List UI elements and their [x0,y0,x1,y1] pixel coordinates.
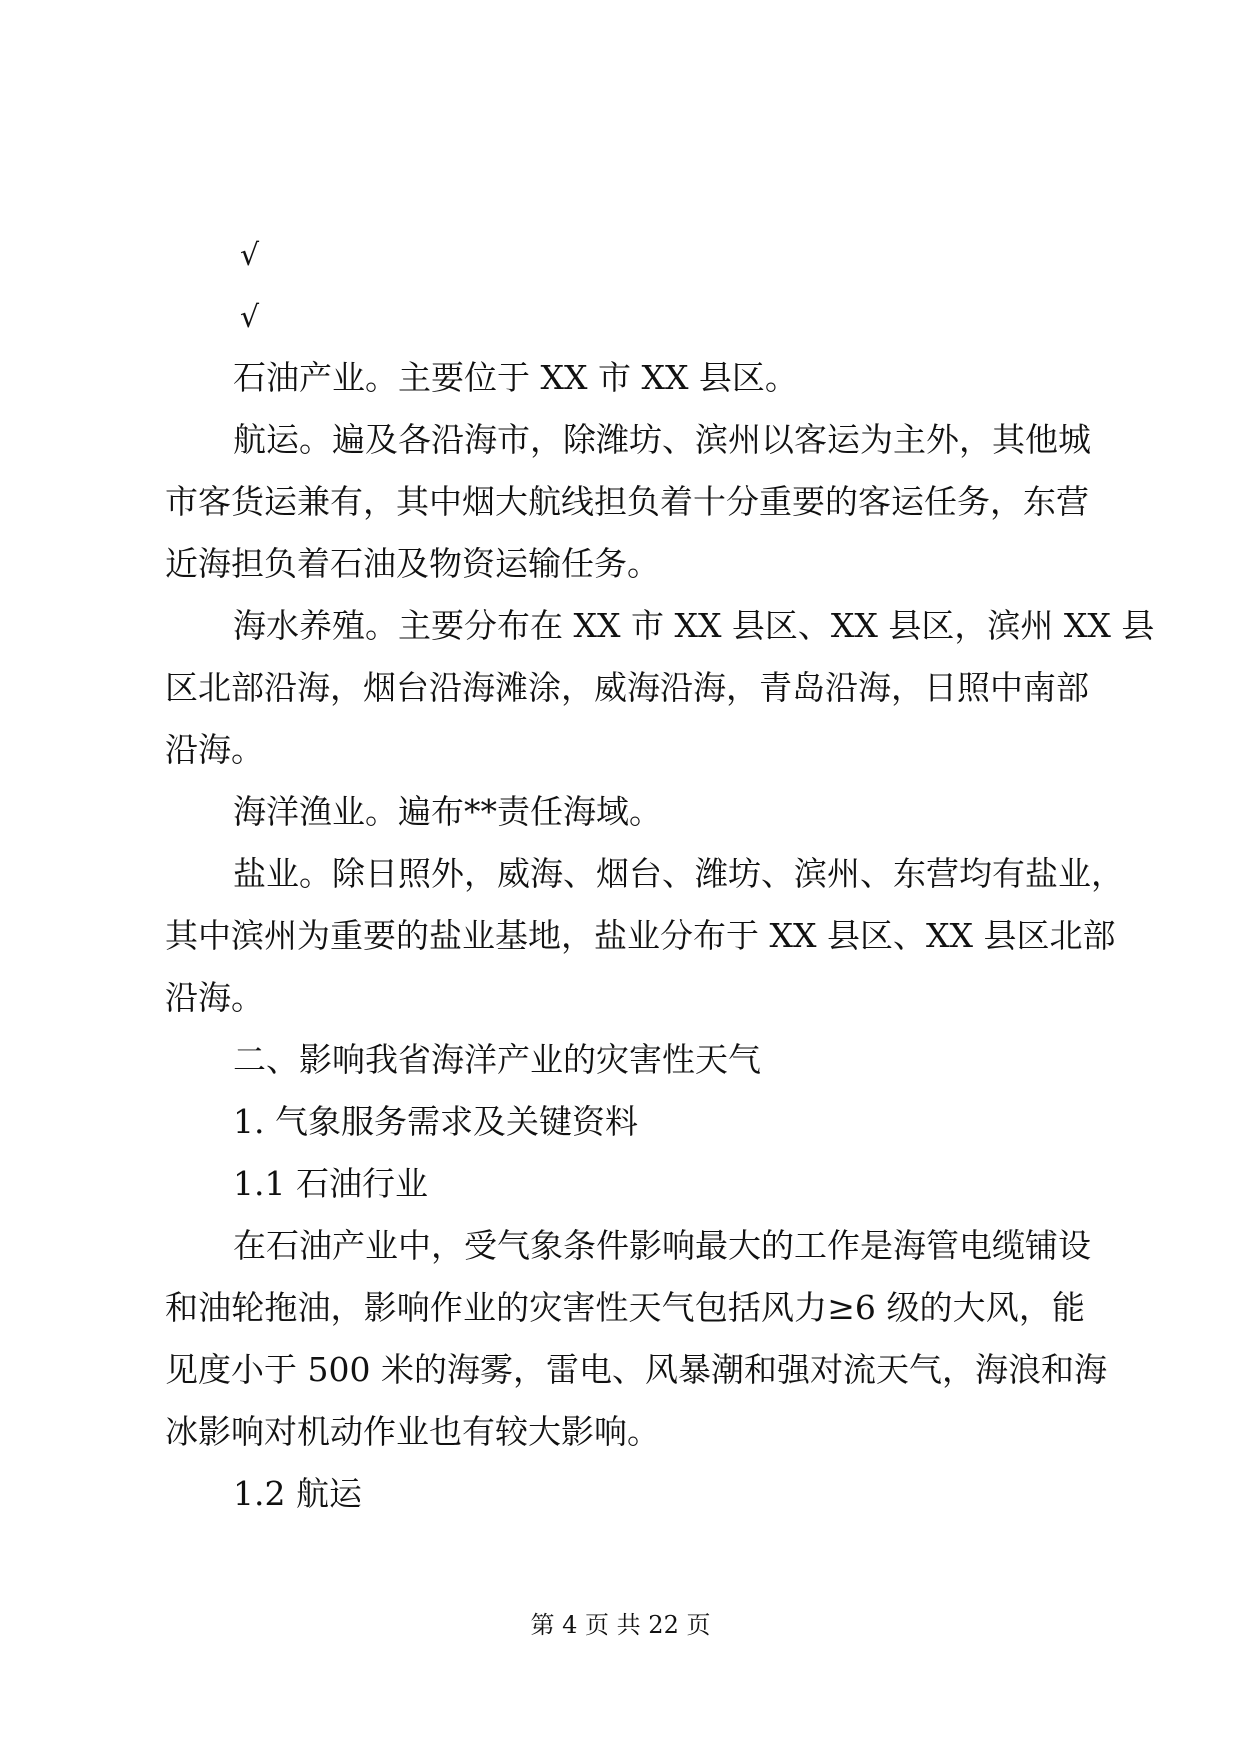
checkmark-1: √ [240,238,260,273]
paragraph-shipping-line-2: 市客货运兼有，其中烟大航线担负着十分重要的客运任务，东营 [165,482,1089,521]
paragraph-oil-line-2: 和油轮拖油，影响作业的灾害性天气包括风力≥6 级的大风，能 [165,1288,1085,1327]
subsection-heading-1-2: 1.2 航运 [233,1474,362,1513]
paragraph-oil-line-4: 冰影响对机动作业也有较大影响。 [165,1412,660,1451]
section-heading-2: 二、影响我省海洋产业的灾害性天气 [233,1040,761,1079]
paragraph-aquaculture-line-2: 区北部沿海，烟台沿海滩涂，威海沿海，青岛沿海，日照中南部 [165,668,1089,707]
paragraph-fishery: 海洋渔业。遍布**责任海域。 [233,792,662,831]
paragraph-petroleum: 石油产业。主要位于 XX 市 XX 县区。 [233,358,798,397]
paragraph-shipping-line-3: 近海担负着石油及物资运输任务。 [165,544,660,583]
paragraph-oil-line-1: 在石油产业中，受气象条件影响最大的工作是海管电缆铺设 [233,1226,1091,1265]
paragraph-salt-line-3: 沿海。 [165,978,264,1017]
subsection-heading-1-1: 1.1 石油行业 [233,1164,428,1203]
checkmark-2: √ [240,300,260,335]
page-footer: 第 4 页 共 22 页 [530,1611,711,1639]
paragraph-oil-line-3: 见度小于 500 米的海雾，雷电、风暴潮和强对流天气，海浪和海 [165,1350,1107,1389]
subsection-heading-1: 1. 气象服务需求及关键资料 [233,1102,638,1141]
paragraph-aquaculture-line-1: 海水养殖。主要分布在 XX 市 XX 县区、XX 县区，滨州 XX 县 [233,606,1155,645]
paragraph-salt-line-1: 盐业。除日照外，威海、烟台、潍坊、滨州、东营均有盐业， [233,854,1124,893]
paragraph-aquaculture-line-3: 沿海。 [165,730,264,769]
paragraph-salt-line-2: 其中滨州为重要的盐业基地，盐业分布于 XX 县区、XX 县区北部 [165,916,1116,955]
paragraph-shipping-line-1: 航运。遍及各沿海市，除潍坊、滨州以客运为主外，其他城 [233,420,1091,459]
